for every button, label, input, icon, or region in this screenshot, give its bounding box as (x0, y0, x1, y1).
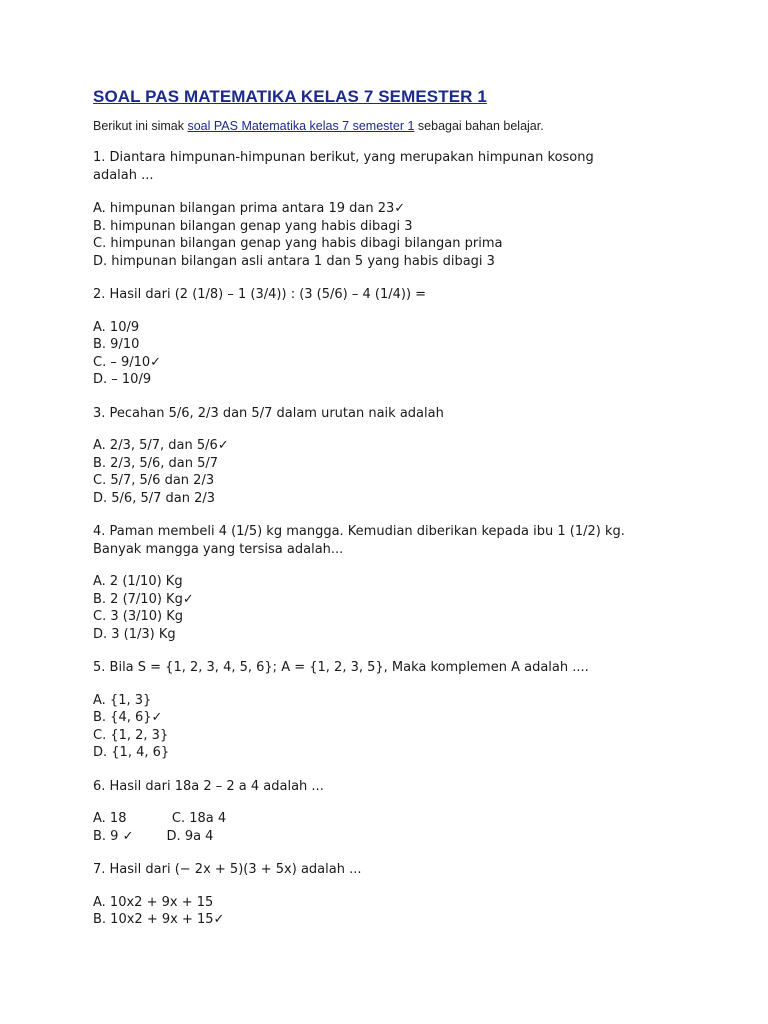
option-b: B. 9/10 (93, 337, 140, 352)
option-a: A. 2/3, 5/7, dan 5/6✓ (93, 438, 229, 453)
option-a: A. 2 (1/10) Kg (93, 574, 183, 589)
question-7 (93, 861, 733, 929)
option-d: D. himpunan bilangan asli antara 1 dan 5 yang habis dibagi 3 (93, 253, 495, 269)
option-d: D. 3 (1/3) Kg (93, 626, 176, 642)
option-a: A. himpunan bilangan prima antara 19 dan 23✓ (93, 201, 406, 216)
question-6 (93, 778, 733, 846)
intro-text-before: Berikut ini simak (93, 119, 188, 133)
option-c: C. 5/7, 5/6 dan 2/3 (93, 473, 215, 488)
question-1 (93, 149, 733, 270)
option-a: A. {1, 3} (93, 692, 152, 708)
question-text: 3. Pecahan 5/6, 2/3 dan 5/7 dalam urutan naik adalah (93, 405, 444, 421)
option-a: A. 10x2 + 9x + 15 (93, 894, 214, 910)
option-c: C. 3 (3/10) Kg (93, 609, 183, 624)
option-b: B. himpunan bilangan genap yang habis dibagi 3 (93, 218, 413, 234)
question-4 (93, 523, 733, 643)
document-page (93, 86, 733, 929)
option-list (93, 894, 733, 929)
option-c: C. himpunan bilangan genap yang habis dibagi bilangan prima (93, 236, 503, 251)
option-b: B. 2/3, 5/6, dan 5/7 (93, 455, 219, 471)
option-c: C. – 9/10✓ (93, 354, 162, 370)
option-list (93, 200, 733, 270)
intro-link[interactable]: soal PAS Matematika kelas 7 semester 1 (187, 119, 415, 133)
question-text: 4. Paman membeli 4 (1/5) kg mangga. Kemudian diberikan kepada ibu 1 (1/2) kg. Banyak mangga yang tersisa adalah... (93, 524, 625, 557)
question-2 (93, 286, 733, 389)
option-b: B. {4, 6}✓ (93, 710, 163, 725)
option-b: B. 10x2 + 9x + 15✓ (93, 912, 225, 927)
option-list (93, 810, 733, 845)
option-d: D. {1, 4, 6} (93, 745, 170, 760)
option-list (93, 573, 733, 643)
option-b: B. 2 (7/10) Kg✓ (93, 591, 194, 607)
option-row-1: A. 18 C. 18a 4 (93, 811, 227, 826)
question-text: 6. Hasil dari 18a 2 – 2 a 4 adalah ... (93, 778, 324, 794)
option-row-2: B. 9 ✓ D. 9a 4 (93, 828, 214, 844)
question-5 (93, 659, 733, 762)
question-text: 1. Diantara himpunan-himpunan berikut, yang merupakan himpunan kosong adalah ... (93, 150, 594, 183)
option-d: D. – 10/9 (93, 372, 152, 387)
option-c: C. {1, 2, 3} (93, 727, 169, 743)
option-a: A. 10/9 (93, 319, 140, 335)
option-list (93, 319, 733, 389)
question-text: 7. Hasil dari (− 2x + 5)(3 + 5x) adalah ... (93, 862, 362, 877)
option-list (93, 437, 733, 507)
intro-paragraph (93, 118, 733, 135)
option-d: D. 5/6, 5/7 dan 2/3 (93, 490, 216, 506)
page-title: SOAL PAS MATEMATIKA KELAS 7 SEMESTER 1 (93, 87, 487, 106)
question-text: 5. Bila S = {1, 2, 3, 4, 5, 6}; A = {1, 2, 3, 5}, Maka komplemen A adalah .... (93, 660, 589, 675)
question-text: 2. Hasil dari (2 (1/8) – 1 (3/4)) : (3 (5/6) – 4 (1/4)) = (93, 287, 427, 302)
intro-text-after: sebagai bahan belajar. (414, 119, 544, 133)
option-list (93, 692, 733, 762)
question-3 (93, 405, 733, 508)
